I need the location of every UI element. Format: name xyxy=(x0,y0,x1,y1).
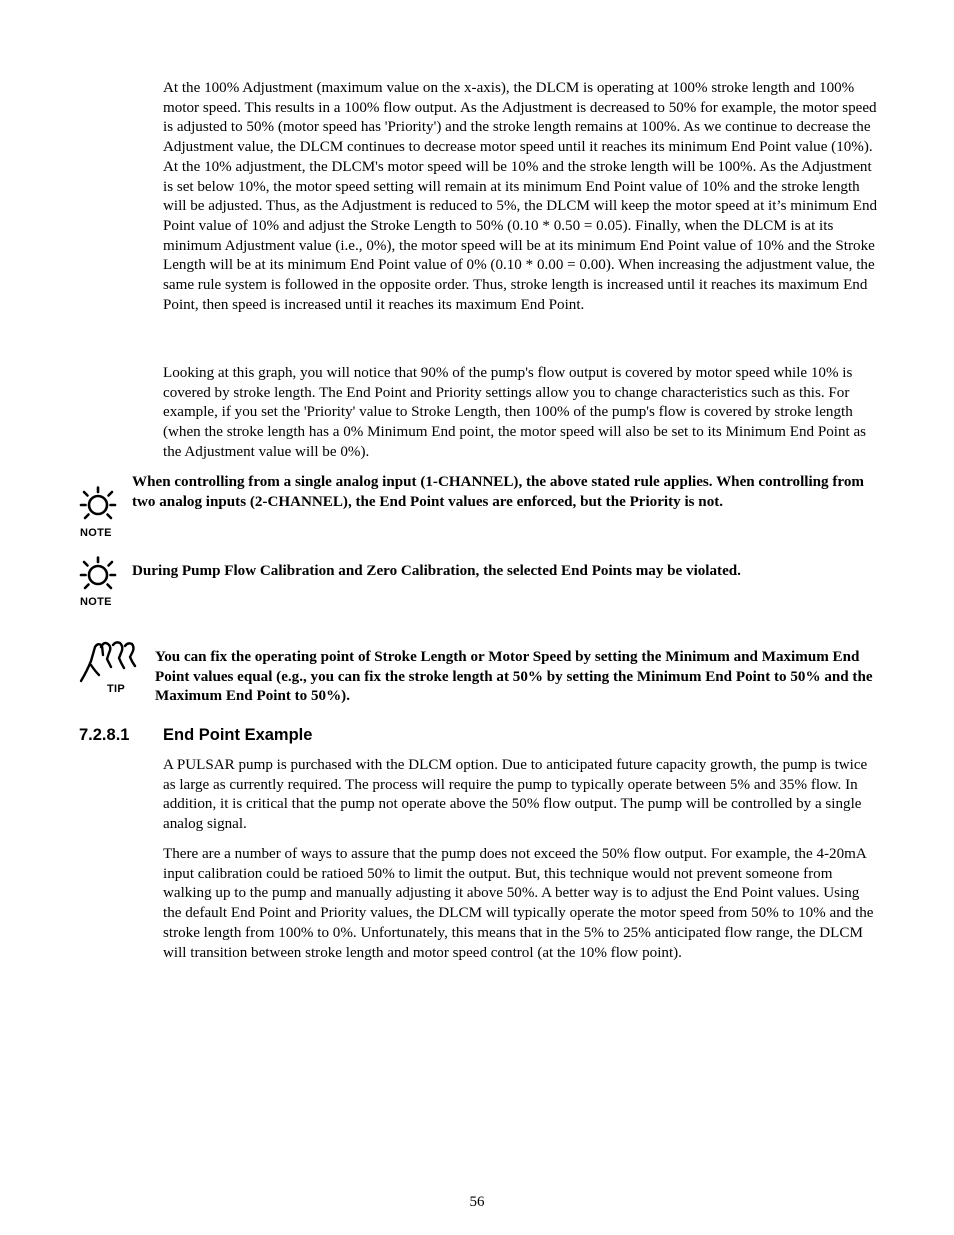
paragraph-adjustment-explanation: At the 100% Adjustment (maximum value on the x-axis), the DLCM is operating at 100% stroke length and 100% motor speed. This results in a 100% flow output. As the Adjustment is decreased to 50% for example, the motor speed is adjusted to 50% (motor speed has 'Priority') and the stroke length remains at 100%. As we continue to decrease the Adjustment value, the DLCM continues to decrease motor speed until it reaches its minimum End Point value (10%). At the 10% adjustment, the DLCM's motor speed will be 10% and the stroke length will be 100%. As the Adjustment is set below 10%, the motor speed setting will remain at its minimum End Point value of 10% and the stroke length will be adjusted. Thus, as the Adjustment is reduced to 5%, the DLCM will keep the motor speed at it’s minimum End Point value of 10% and adjust the Stroke Length to 50% (0.10 * 0.50 = 0.05). Finally, when the DLCM is at its minimum Adjustment value (i.e., 0%), the motor speed will be at its minimum End Point value of 10% and the Stroke Length will be at its minimum End Point value of 0% (0.10 * 0.00 = 0.00). When increasing the adjustment value, the same rule system is followed in the opposite order. Thus, stroke length is increased until it reaches its maximum End Point, then speed is increased until it reaches its maximum End Point. xyxy=(163,80,878,313)
paragraph-graph-observation: Looking at this graph, you will notice that 90% of the pump's flow output is covered by motor speed while 10% is covered by stroke length. The End Point and Priority settings allow you to change characteristics such as this. For example, if you set the 'Priority' value to Stroke Length, then 100% of the pump's flow is covered by stroke length (when the stroke length has a 0% Minimum End point, the motor speed will also be set to its Minimum End Point as the Adjustment value will be 0%). xyxy=(163,365,867,460)
section-title: End Point Example xyxy=(163,726,313,744)
note-label: NOTE xyxy=(80,596,112,608)
note-channel-rule: When controlling from a single analog input (1-CHANNEL), the above stated rule applies. When controlling from two analog inputs (2-CHANNEL), the End Point values are enforced, but the Priority is not. xyxy=(132,474,864,510)
tip-text: You can fix the operating point of Stroke Length or Motor Speed by setting the Minimum and Maximum End Point values equal (e.g., you can fix the stroke length at 50% by setting the Minimum End Point to 50% and the Maximum End Point to 50%). xyxy=(155,649,873,705)
tip-label: TIP xyxy=(107,683,126,695)
tip-hand-icon xyxy=(79,641,145,683)
note-calibration-warning: During Pump Flow Calibration and Zero Calibration, the selected End Points may be violated. xyxy=(132,563,741,579)
paragraph-pulsar-example: A PULSAR pump is purchased with the DLCM option. Due to anticipated future capacity growth, the pump is twice as large as currently required. The process will require the pump to typically operate between 5% and 35% flow. In addition, it is critical that the pump not operate above the 50% flow output. The pump will be controlled by a single analog signal. xyxy=(163,757,868,833)
note-lightbulb-icon xyxy=(79,486,117,524)
note-label: NOTE xyxy=(80,527,112,539)
section-number: 7.2.8.1 xyxy=(79,726,130,744)
page-number: 56 xyxy=(469,1194,485,1210)
paragraph-limit-methods: There are a number of ways to assure that the pump does not exceed the 50% flow output. For example, the 4-20mA input calibration could be ratioed 50% to limit the output. But, this technique would not prevent someone from walking up to the pump and manually adjusting it above 50%. A better way is to adjust the End Point values. Using the default End Point and Priority values, the DLCM will typically operate the motor speed from 50% to 10% and the stroke length from 100% to 0%. Unfortunately, this means that in the 5% to 25% anticipated flow range, the DLCM will transition between stroke length and motor speed control (at the 10% flow point). xyxy=(163,846,874,961)
note-lightbulb-icon xyxy=(79,556,117,594)
